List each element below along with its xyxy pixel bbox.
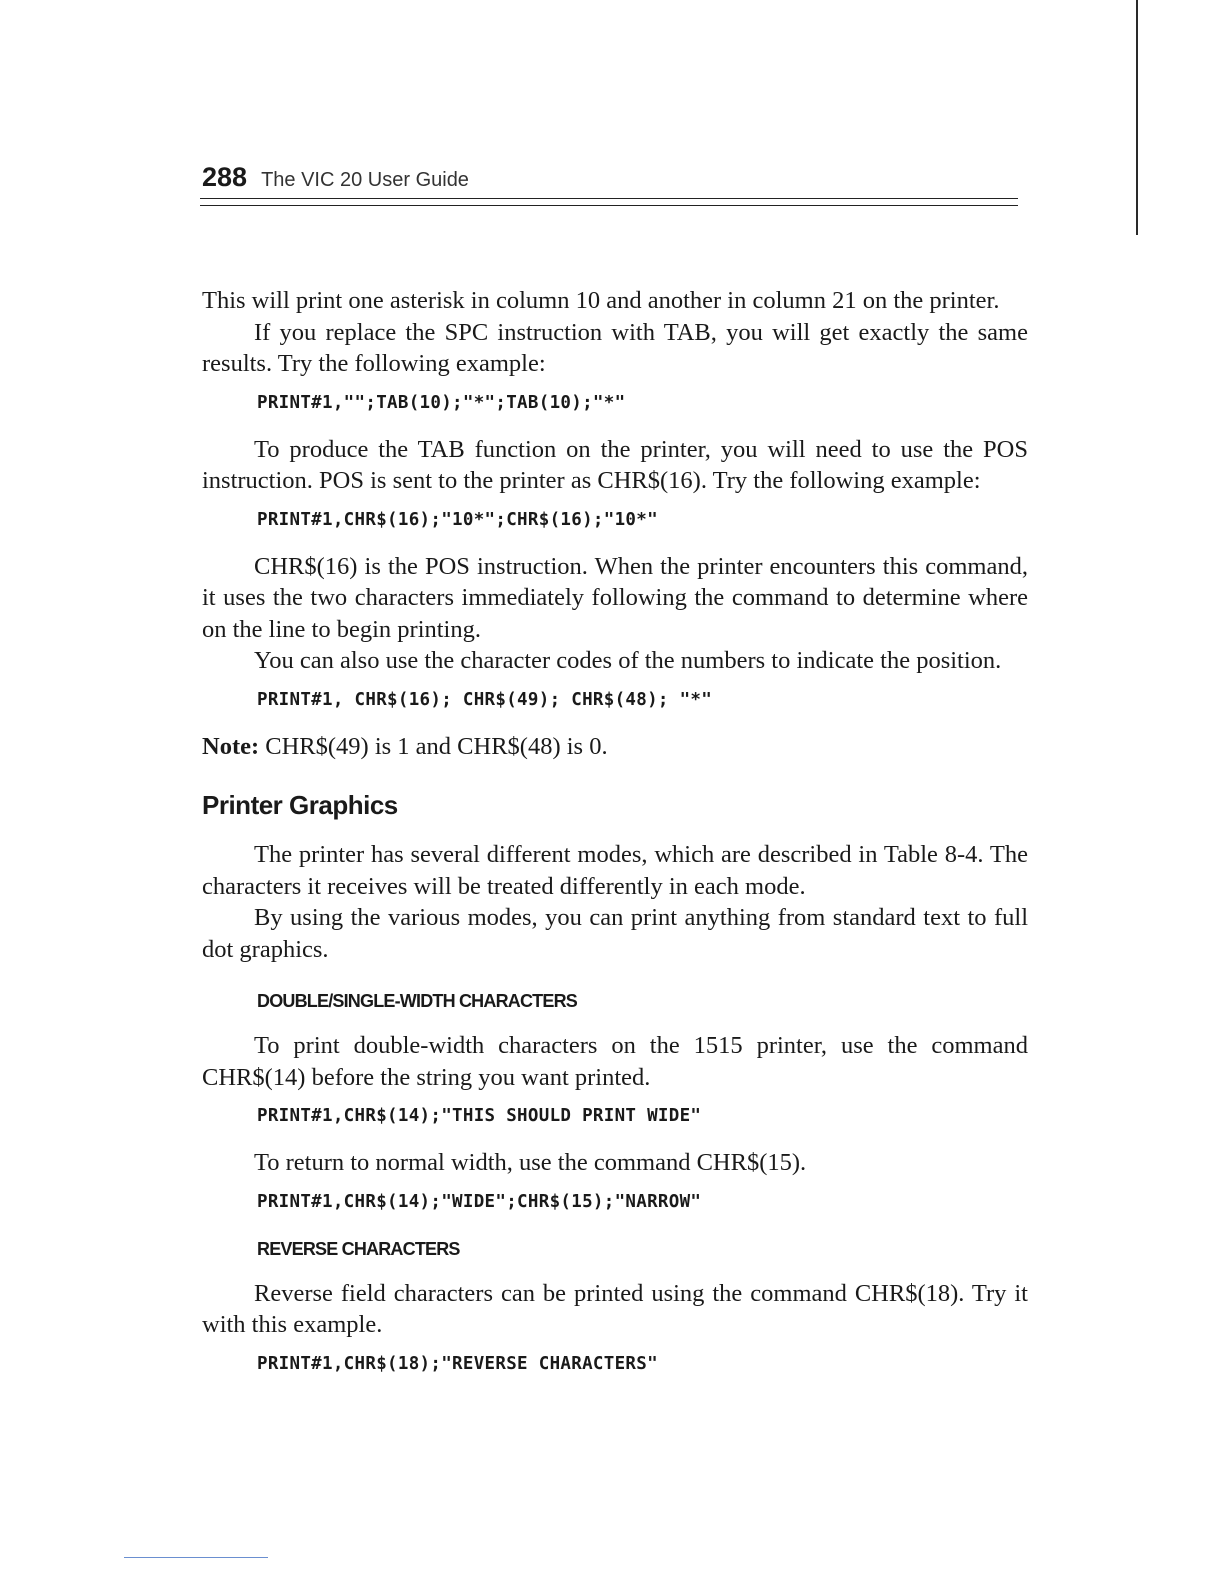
code-example: PRINT#1,CHR$(18);"REVERSE CHARACTERS" [257,1353,658,1374]
scan-bottom-line [124,1557,268,1558]
code-example: PRINT#1, CHR$(16); CHR$(49); CHR$(48); "*" [257,689,713,710]
header-rule-bottom [200,205,1018,206]
paragraph: CHR$(16) is the POS instruction. When the printer encounters this command, it uses the two characters immediately following the command to determine where on the line to begin printing. [202,552,1028,643]
page-header [202,162,1018,198]
code-example: PRINT#1,CHR$(16);"10*";CHR$(16);"10*" [257,509,658,530]
page-number: 288 [202,162,248,192]
paragraph: To produce the TAB function on the printer, you will need to use the POS instruction. POS is sent to the printer as CHR$(16). Try the following example: [202,435,1028,494]
note-label: Note: [202,732,260,760]
paragraph: To return to normal width, use the command CHR$(15). [254,1149,807,1176]
subsection-heading: REVERSE CHARACTERS [257,1238,460,1259]
paragraph: The printer has several different modes, which are described in Table 8-4. The characters it receives will be treated differently in each mode. [202,841,1028,900]
paragraph: To print double-width characters on the 1515 printer, use the command CHR$(14) before the string you want printed. [202,1032,1028,1091]
paragraph: Reverse field characters can be printed using the command CHR$(18). Try it with this example. [202,1279,1028,1338]
scan-edge-line [1136,0,1138,235]
book-title: The VIC 20 User Guide [261,169,469,191]
note-paragraph [202,731,1028,763]
subsection-heading: DOUBLE/SINGLE-WIDTH CHARACTERS [257,991,577,1011]
header-rule-top [200,198,1018,199]
paragraph: If you replace the SPC instruction with TAB, you will get exactly the same results. Try the following example: [202,318,1028,377]
code-example: PRINT#1,"";TAB(10);"*";TAB(10);"*" [257,392,626,413]
code-example: PRINT#1,CHR$(14);"WIDE";CHR$(15);"NARROW" [257,1191,702,1212]
paragraph: You can also use the character codes of the numbers to indicate the position. [254,647,1002,674]
paragraph: By using the various modes, you can print anything from standard text to full dot graphics. [202,904,1028,963]
page-body [202,285,1028,1375]
section-heading: Printer Graphics [202,790,398,820]
paragraph: This will print one asterisk in column 10 and another in column 21 on the printer. [202,287,1000,314]
code-example: PRINT#1,CHR$(14);"THIS SHOULD PRINT WIDE" [257,1106,702,1126]
note-text: CHR$(49) is 1 and CHR$(48) is 0. [259,732,608,760]
